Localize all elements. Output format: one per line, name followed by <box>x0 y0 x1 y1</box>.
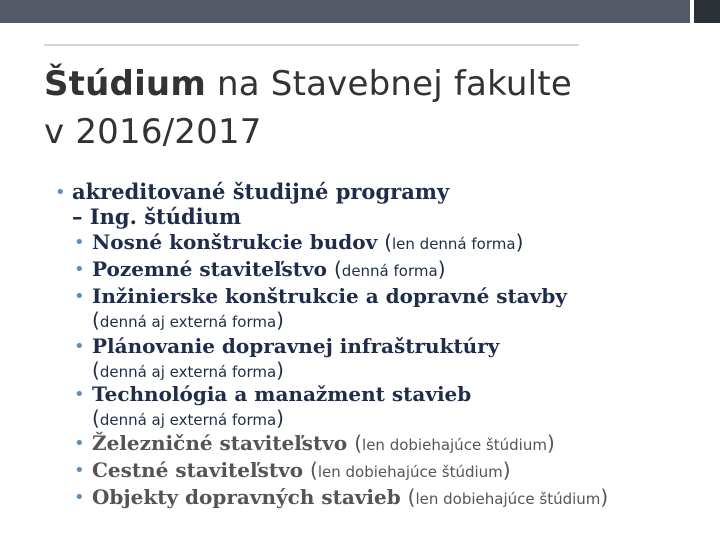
program-name: Cestné staviteľstvo <box>92 458 304 482</box>
bullet-icon: • <box>74 460 85 481</box>
bullet-icon: • <box>74 487 85 508</box>
program-name: Pozemné staviteľstvo <box>92 257 328 281</box>
program-note: len dobiehajúce štúdium <box>362 436 547 454</box>
programs-heading: akreditované študijné programy <box>72 179 450 204</box>
program-name: Inžinierske konštrukcie a dopravné stavby <box>92 284 567 308</box>
bullet-icon: • <box>74 384 85 405</box>
bullet-icon: • <box>74 232 85 253</box>
program-name: Plánovanie dopravnej infraštruktúry <box>92 334 500 358</box>
program-item: Nosné konštrukcie budov (len denná forma) <box>92 230 524 254</box>
title-bold: Štúdium <box>44 64 206 104</box>
program-note: len dobiehajúce štúdium <box>415 490 601 508</box>
program-name: Objekty dopravných stavieb <box>92 485 401 509</box>
title-line2: v 2016/2017 <box>44 112 262 152</box>
program-name: Technológia a manažment stavieb <box>92 382 472 406</box>
bullet-icon: • <box>74 286 85 307</box>
program-item: Cestné staviteľstvo (len dobiehajúce štúdium) <box>92 458 511 482</box>
program-note: denná forma <box>341 262 438 280</box>
program-item: Objekty dopravných stavieb (len dobiehajúce štúdium) <box>92 485 609 509</box>
programs-subheading: – Ing. štúdium <box>72 204 242 229</box>
program-note: denná aj externá forma <box>99 411 277 429</box>
program-note: len denná forma <box>392 235 516 253</box>
program-item: Železničné staviteľstvo (len dobiehajúce štúdium) <box>92 431 555 455</box>
program-note-row: (denná aj externá forma) <box>92 358 284 382</box>
program-name: Železničné staviteľstvo <box>92 431 348 455</box>
program-item: Pozemné staviteľstvo (denná forma) <box>92 257 446 281</box>
program-note-row: (denná aj externá forma) <box>92 406 284 430</box>
bullet-icon: • <box>74 433 85 454</box>
program-note: len dobiehajúce štúdium <box>317 463 503 481</box>
title-rest: na Stavebnej fakulte <box>205 64 572 104</box>
bullet-icon: • <box>74 259 85 280</box>
program-note: denná aj externá forma <box>99 363 277 381</box>
program-note-row: (denná aj externá forma) <box>92 308 284 332</box>
bullet-icon: • <box>55 182 66 203</box>
program-note: denná aj externá forma <box>99 313 277 331</box>
bullet-icon: • <box>74 336 85 357</box>
program-name: Nosné konštrukcie budov <box>92 230 378 254</box>
